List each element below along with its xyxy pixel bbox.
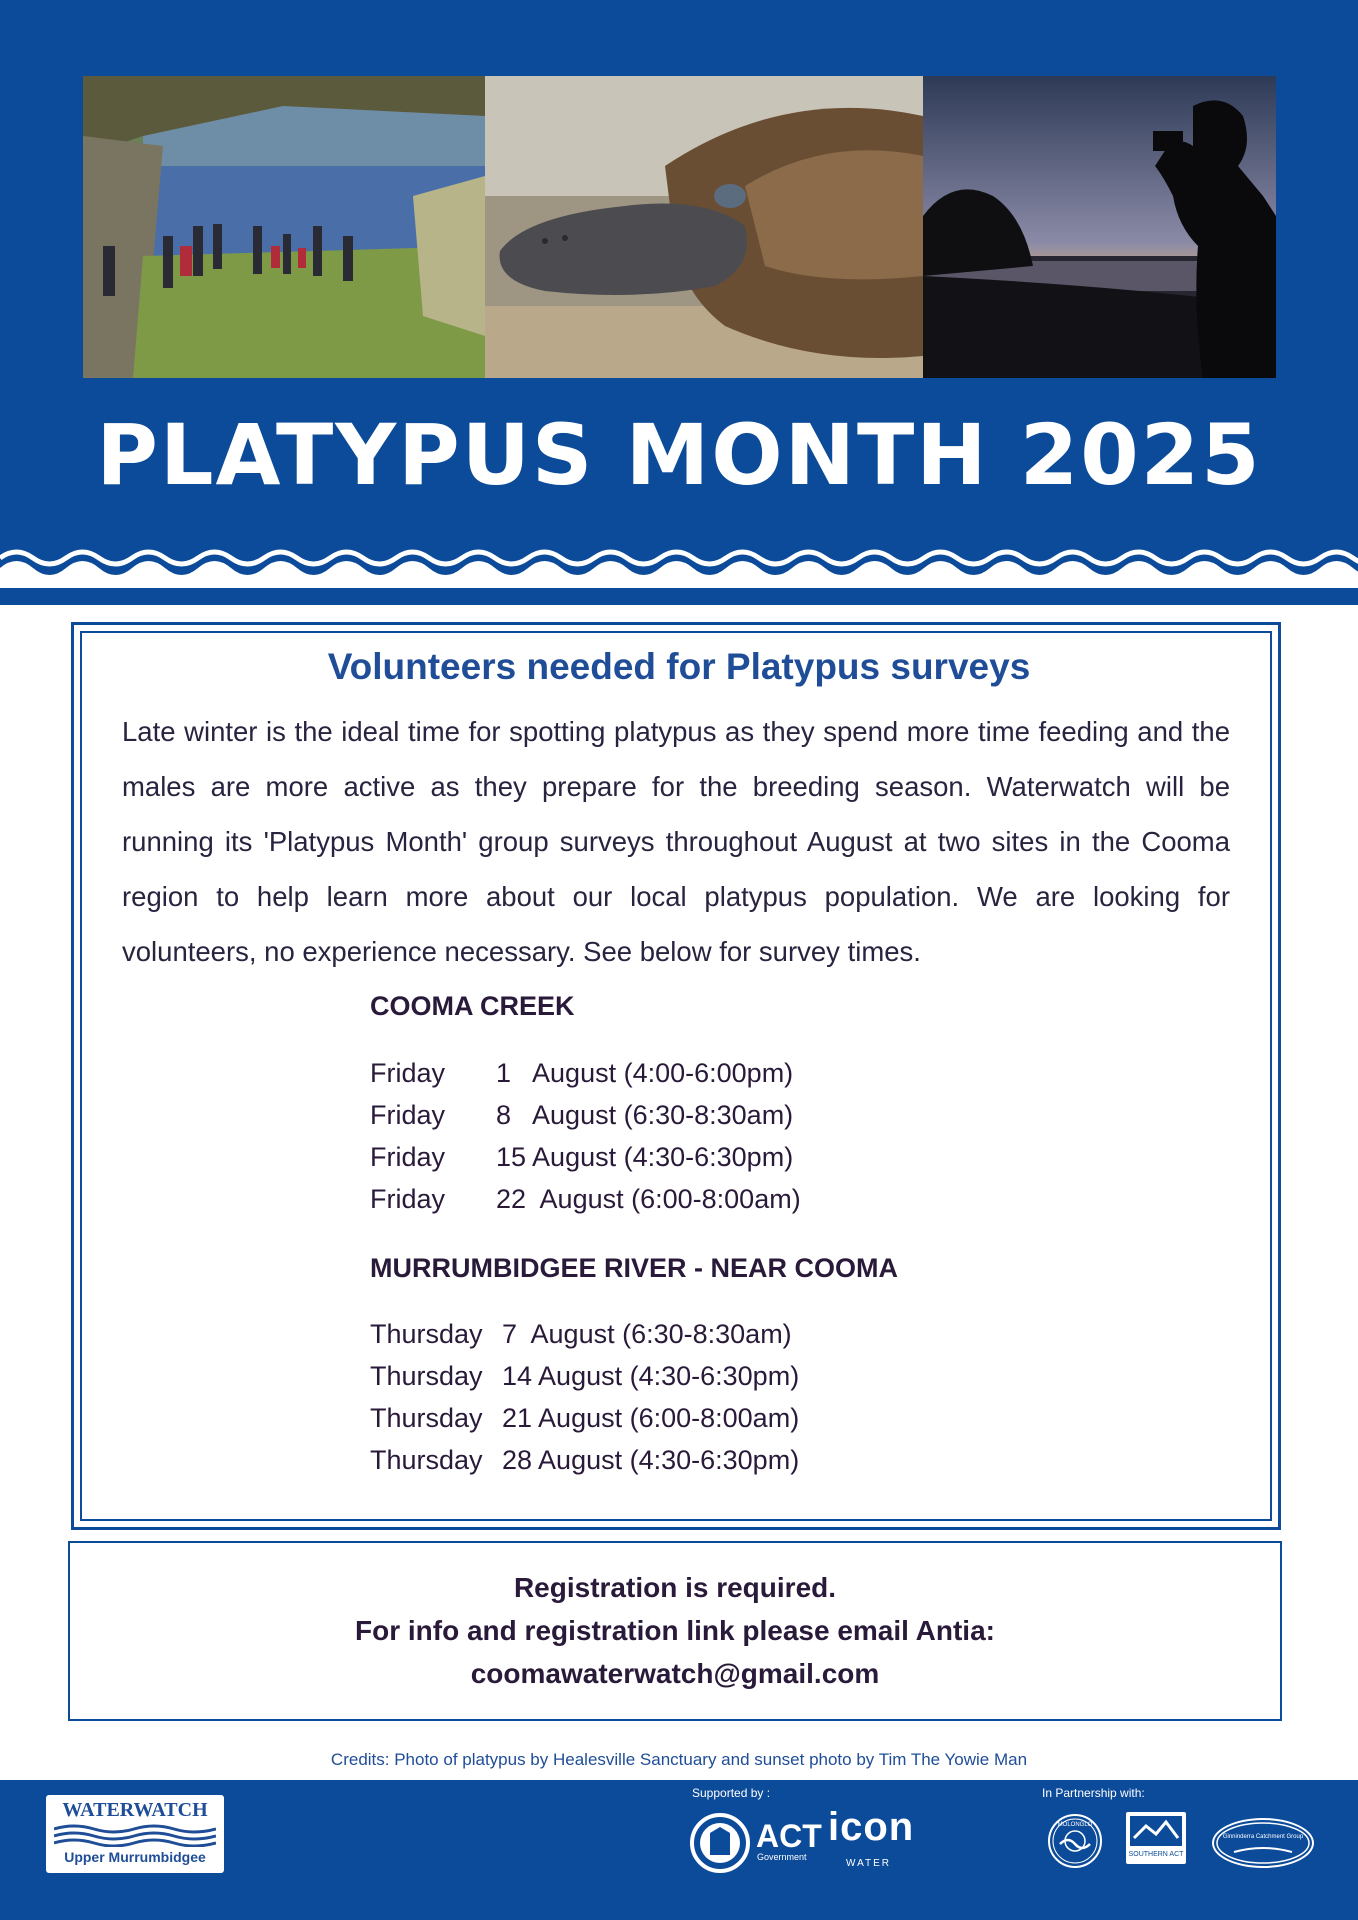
ginninderra-logo — [1212, 1818, 1314, 1868]
waterwatch-logo-name: WATERWATCH — [62, 1799, 208, 1821]
icon-water-logo-text: icon — [828, 1805, 915, 1849]
icon-water-logo-subtext: WATER — [846, 1858, 891, 1869]
page-title: PLATYPUS MONTH 2025 — [96, 406, 1262, 504]
act-government-subtext: Government — [757, 1852, 807, 1862]
intro-paragraph: Late winter is the ideal time for spotting platypus as they spend more time feeding and the males are more active as they prepare for the breeding season. Waterwatch will be running its 'Platypus Month' group surveys throughout August at two sites in the Cooma region to help learn more about our local platypus population. We are looking for volunteers, no experience necessary. See below for survey times. — [122, 716, 1230, 967]
southern-act-logo — [1126, 1812, 1186, 1864]
ginninderra-logo-text: Ginninderra Catchment Group — [1222, 1834, 1304, 1840]
session-date: 8 August (6:30-8:30am) — [496, 1100, 794, 1130]
session-day: Friday — [370, 1184, 446, 1214]
sunset-birdwatcher-photo — [923, 76, 1276, 378]
schedule-row — [370, 1439, 870, 1481]
session-date: 21 August (6:00-8:00am) — [502, 1403, 800, 1433]
molonglo-logo-text: MOLONGLO — [1057, 1822, 1093, 1828]
session-date: 15 August (4:30-6:30pm) — [496, 1142, 794, 1172]
session-day: Thursday — [370, 1445, 483, 1475]
schedule-row — [370, 1397, 870, 1439]
molonglo-logo — [1048, 1814, 1102, 1868]
platypus-photo — [485, 76, 923, 378]
supported-by-label: Supported by : — [692, 1786, 771, 1800]
schedule-row — [370, 1355, 870, 1397]
schedule-cooma-creek — [370, 1052, 870, 1220]
session-date: 22 August (6:00-8:00am) — [496, 1184, 801, 1214]
session-day: Thursday — [370, 1361, 483, 1391]
schedule-murrumbidgee — [370, 1313, 870, 1481]
session-date: 28 August (4:30-6:30pm) — [502, 1445, 800, 1475]
site-heading-murrumbidgee: MURRUMBIDGEE RIVER - NEAR COOMA — [370, 1253, 899, 1283]
in-partnership-label: In Partnership with: — [1042, 1786, 1145, 1800]
session-date: 1 August (4:00-6:00pm) — [496, 1058, 794, 1088]
waterwatch-waves-icon — [54, 1823, 216, 1847]
wave-divider — [0, 548, 1358, 588]
session-day: Friday — [370, 1058, 446, 1088]
schedule-row — [370, 1178, 870, 1220]
riverbank-group-photo — [83, 76, 485, 378]
panel-heading: Volunteers needed for Platypus surveys — [327, 646, 1031, 687]
act-crest-icon — [690, 1813, 750, 1873]
schedule-row — [370, 1313, 870, 1355]
waterwatch-logo-subtitle: Upper Murrumbidgee — [64, 1849, 206, 1865]
registration-info-text: For info and registration link please email Antia: — [355, 1615, 995, 1646]
photo-credits: Credits: Photo of platypus by Healesville Sanctuary and sunset photo by Tim The Yowie Man — [330, 1750, 1028, 1769]
schedule-row — [370, 1094, 870, 1136]
schedule-row — [370, 1136, 870, 1178]
waterwatch-logo — [46, 1795, 224, 1873]
session-date: 14 August (4:30-6:30pm) — [502, 1361, 800, 1391]
session-day: Thursday — [370, 1319, 483, 1349]
session-day: Thursday — [370, 1403, 483, 1433]
contact-email-link[interactable]: coomawaterwatch@gmail.com — [470, 1658, 880, 1689]
session-day: Friday — [370, 1142, 446, 1172]
site-heading-cooma-creek: COOMA CREEK — [370, 991, 575, 1021]
registration-box — [68, 1541, 1282, 1721]
registration-required-text: Registration is required. — [513, 1572, 837, 1603]
act-government-text: ACT — [756, 1818, 822, 1854]
session-date: 7 August (6:30-8:30am) — [502, 1319, 792, 1349]
schedule-row — [370, 1052, 870, 1094]
southern-act-logo-text: SOUTHERN ACT — [1128, 1851, 1184, 1858]
session-day: Friday — [370, 1100, 446, 1130]
